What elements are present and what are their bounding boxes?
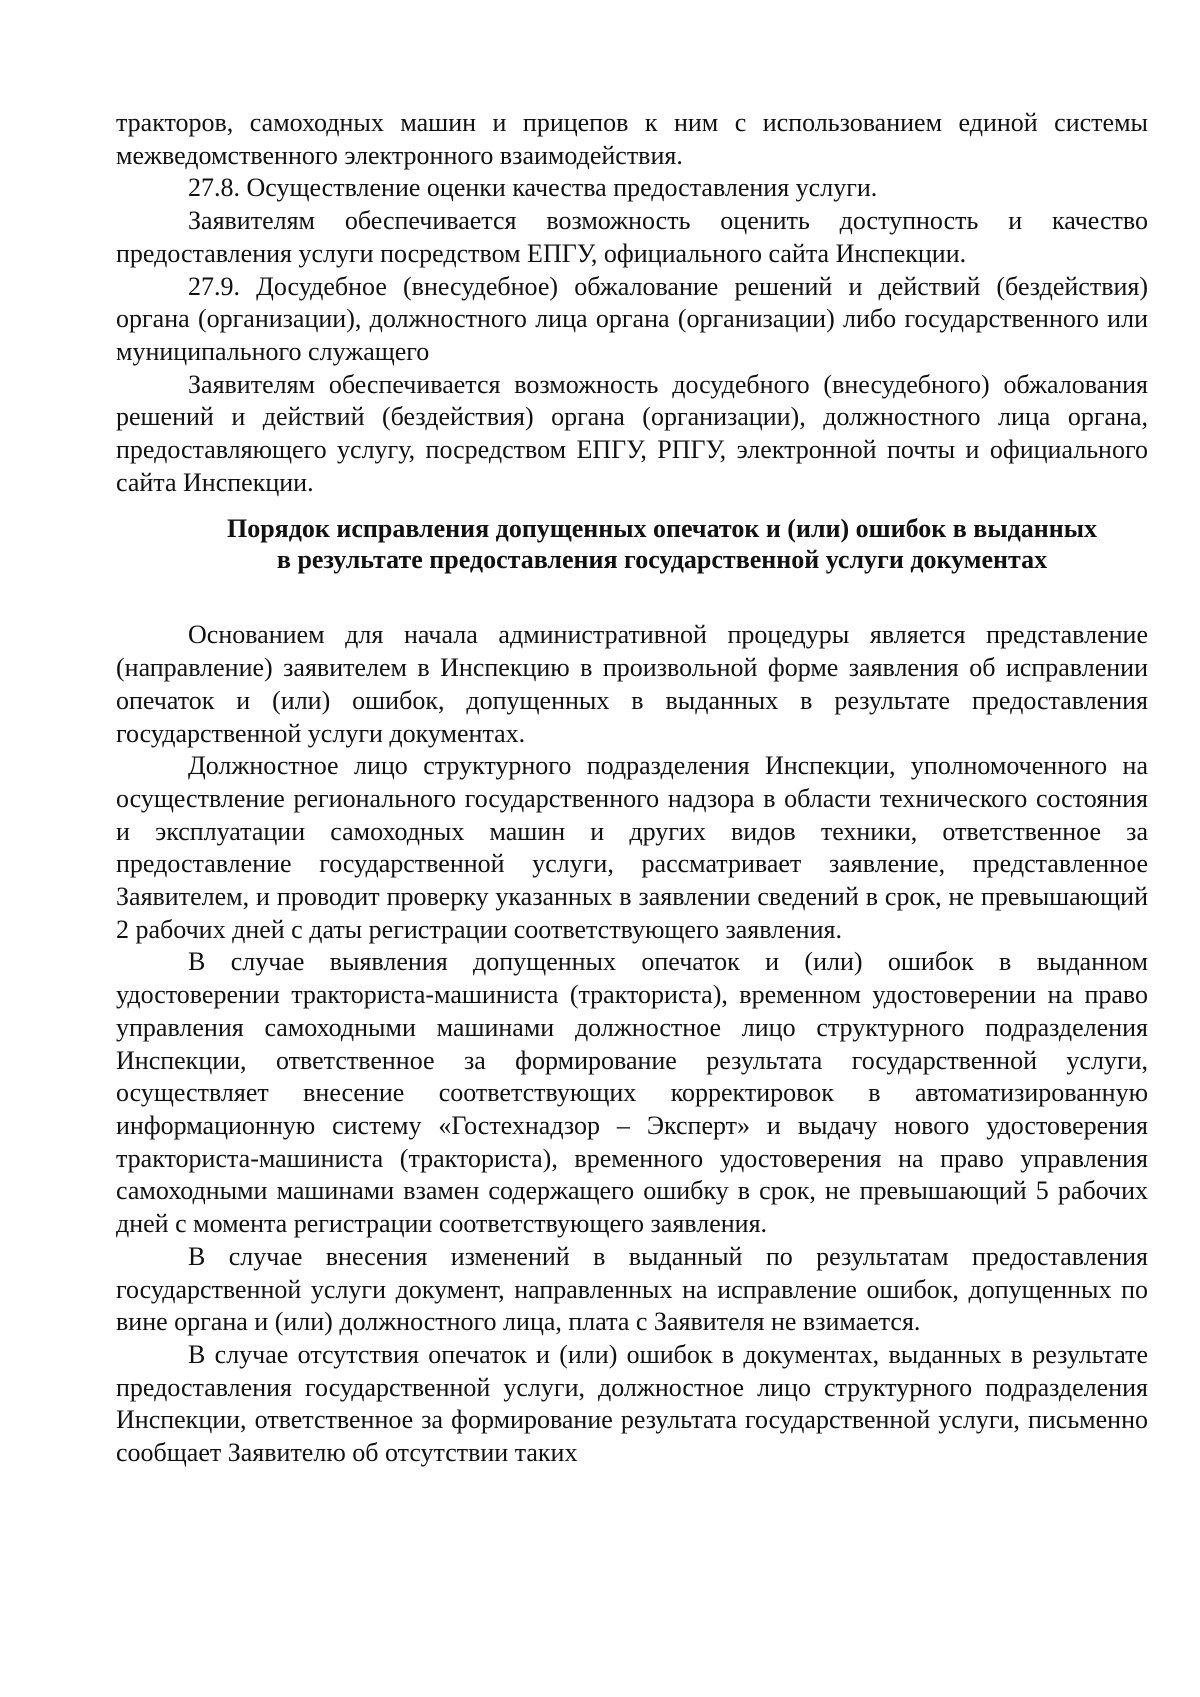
paragraph-basis: Основанием для начала административной процедуры является представление (направление) заявителем в Инспекцию в произвольной форме заявления об исправлении опечаток и (или) ошибок, допущенных в выданных в результате предоставления государственной услуги документах. <box>116 620 1148 748</box>
paragraph-no-fee: В случае внесения изменений в выданный по результатам предоставления государственной услуги документ, направленных на исправление ошибок, допущенных по вине органа и (или) должностного лица, плата с Заявителя не взимается. <box>116 1241 1148 1337</box>
document-page <box>116 107 1148 1470</box>
section-heading-line-2: в результате предоставления государственной услуги документах <box>276 545 1048 575</box>
paragraph-official-review: Должностное лицо структурного подразделения Инспекции, уполномоченного на осуществление регионального государственного надзора в области технического состояния и эксплуатации самоходных машин и других видов техники, ответственное за предоставление государственной услуги, рассматривает заявление, представленное Заявителем, и проводит проверку указанных в заявлении сведений в срок, не превышающий 2 рабочих дней с даты регистрации соответствующего заявления. <box>116 751 1148 944</box>
paragraph-no-errors: В случае отсутствия опечаток и (или) ошибок в документах, выданных в результате предоставления государственной услуги, должностное лицо структурного подразделения Инспекции, ответственное за формирование результата государственной услуги, письменно сообщает Заявителю об отсутствии таких <box>116 1339 1148 1468</box>
paragraph-continuation: тракторов, самоходных машин и прицепов к ним с использованием единой системы межведомственного электронного взаимодействия. <box>116 108 1148 170</box>
paragraph-errors-found: В случае выявления допущенных опечаток и (или) ошибок в выданном удостоверении тракториста-машиниста (тракториста), временном удостоверении на право управления самоходными машинами должностное лицо структурного подразделения Инспекции, ответственное за формирование результата государственной услуги, осуществляет внесение соответствующих корректировок в автоматизированную информационную систему «Гостехнадзор – Эксперт» и выдачу нового удостоверения тракториста-машиниста (тракториста), временного удостоверения на право управления самоходными машинами взамен содержащего ошибку в срок, не превышающий 5 рабочих дней с момента регистрации соответствующего заявления. <box>116 947 1148 1239</box>
heading-spacer <box>116 575 1148 619</box>
paragraph-appeal: Заявителям обеспечивается возможность досудебного (внесудебного) обжалования решений и действий (бездействия) органа (организации), должностного лица органа, предоставляющего услугу, посредством ЕПГУ, РПГУ, электронной почты и официального сайта Инспекции. <box>116 369 1148 497</box>
paragraph-quality-assessment: Заявителям обеспечивается возможность оценить доступность и качество предоставления услуги посредством ЕПГУ, официального сайта Инспекции. <box>116 206 1148 268</box>
paragraph-27-8: 27.8. Осуществление оценки качества предоставления услуги. <box>188 173 878 203</box>
section-heading-line-1: Порядок исправления допущенных опечаток и (или) ошибок в выданных <box>226 514 1098 544</box>
paragraph-27-9: 27.9. Досудебное (внесудебное) обжалование решений и действий (бездействия) органа (организации), должностного лица органа (организации) либо государственного или муниципального служащего <box>116 271 1148 366</box>
section-heading <box>116 513 1148 575</box>
